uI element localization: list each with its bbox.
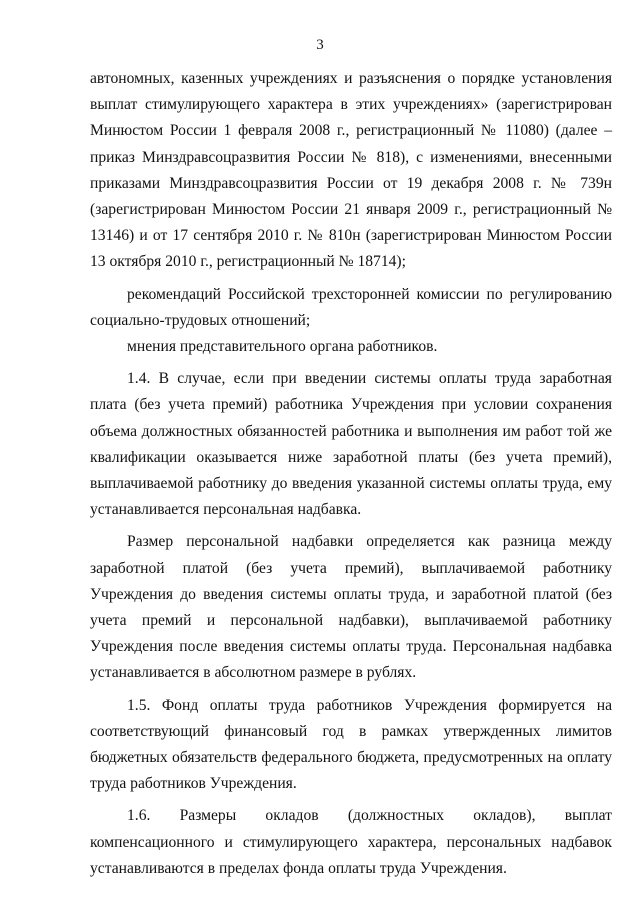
paragraph-1-5: 1.5. Фонд оплаты труда работников Учреждения формируется на соответствующий финансовый год в рамках утвержденных лимитов бюджетных обязательств федерального бюджета, предусмотренных на оплату труда работников Учреждения.: [90, 696, 612, 793]
page-number: 3: [316, 37, 324, 53]
paragraph-opinion: мнения представительного органа работников.: [127, 338, 438, 356]
paragraph-continuation: автономных, казенных учреждениях и разъяснения о порядке установления выплат стимулирующего характера в этих учреждениях» (зарегистрирован Минюстом России 1 февраля 2008 г., регистрационный № 11080) (далее – приказ Минздравсоцразвития России № 818), с изменениями, внесенными приказами Минздравсоцразвития России от 19 декабря 2008 г. № 739н (зарегистрирован Минюстом России 21 января 2009 г., регистрационный № 13146) и от 17 сентября 2010 г. № 810н (зарегистрирован Минюстом России 13 октября 2010 г., регистрационный № 18714);: [90, 70, 612, 271]
paragraph-1-6: 1.6. Размеры окладов (должностных окладов), выплат компенсационного и стимулирующего характера, персональных надбавок устанавливаются в пределах фонда оплаты труда Учреждения.: [90, 807, 612, 877]
paragraph-personal-bonus-size: Размер персональной надбавки определяется как разница между заработной платой (без учета премий), выплачиваемой работнику Учреждения до введения системы оплаты труда, и заработной платой (без учета премий и персональной надбавки), выплачиваемой работнику Учреждения после введения системы оплаты труда. Персональная надбавка устанавливается в абсолютном размере в рублях.: [90, 533, 612, 682]
document-body: [90, 66, 612, 888]
paragraph-recommendations: рекомендаций Российской трехсторонней комиссии по регулированию социально-трудовых отношений;: [90, 285, 612, 329]
paragraph-1-4: 1.4. В случае, если при введении системы оплаты труда заработная плата (без учета премий) работника Учреждения при условии сохранения объема должностных обязанностей работника и выполнения им работ той же квалификации оказывается ниже заработной платы (без учета премий), выплачиваемой работнику до введения указанной системы оплаты труда, ему устанавливается персональная надбавка.: [90, 370, 612, 519]
